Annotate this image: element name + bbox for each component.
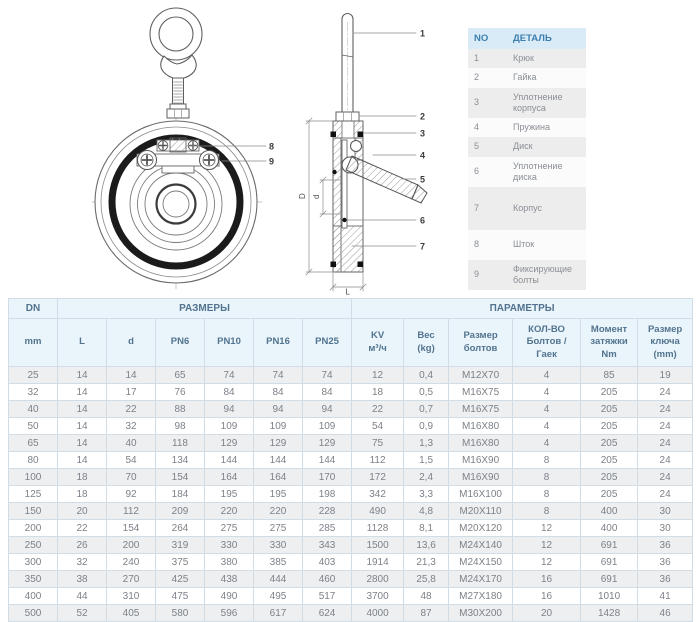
header-sizes-group: РАЗМЕРЫ xyxy=(58,299,352,319)
table-cell: 330 xyxy=(205,537,254,554)
table-cell: 490 xyxy=(352,503,404,520)
parts-header-no: NO xyxy=(468,28,507,49)
table-cell: 4 xyxy=(513,367,581,384)
table-cell: 475 xyxy=(156,588,205,605)
part-number: 2 xyxy=(474,72,480,83)
part-row xyxy=(468,157,586,188)
table-cell: 170 xyxy=(303,469,352,486)
table-cell: 4 xyxy=(513,384,581,401)
table-cell: 76 xyxy=(156,384,205,401)
part-name: Уплотнение диска xyxy=(513,160,563,182)
table-cell: 624 xyxy=(303,605,352,622)
table-cell: 150 xyxy=(9,503,58,520)
table-cell: 1010 xyxy=(581,588,638,605)
part-name: Диск xyxy=(513,141,533,152)
table-cell: 330 xyxy=(254,537,303,554)
table-cell: 319 xyxy=(156,537,205,554)
table-cell: 14 xyxy=(58,401,107,418)
callout-8: 8 xyxy=(269,141,275,152)
stem-screw-right xyxy=(188,141,198,151)
table-cell: 144 xyxy=(303,452,352,469)
column-header: КОЛ-ВО Болтов / Гаек xyxy=(513,319,581,367)
part-number: 6 xyxy=(474,166,480,177)
table-cell: 425 xyxy=(156,571,205,588)
valve-technical-drawing xyxy=(0,0,460,295)
column-header: Размер болтов xyxy=(449,319,513,367)
table-cell: 460 xyxy=(303,571,352,588)
callout-3: 3 xyxy=(420,128,426,139)
table-cell: 195 xyxy=(254,486,303,503)
stem-screw-left xyxy=(158,141,168,151)
table-cell: 380 xyxy=(205,554,254,571)
table-cell: 200 xyxy=(9,520,58,537)
table-cell: 517 xyxy=(303,588,352,605)
table-row xyxy=(9,554,693,571)
table-row xyxy=(9,537,693,554)
table-cell: 109 xyxy=(303,418,352,435)
table-cell: 14 xyxy=(58,418,107,435)
table-cell: 48 xyxy=(404,588,449,605)
table-cell: 14 xyxy=(58,367,107,384)
table-row xyxy=(9,520,693,537)
table-cell: 24 xyxy=(638,452,693,469)
table-cell: 343 xyxy=(303,537,352,554)
fixing-bolt-right xyxy=(200,151,219,170)
table-cell: 24 xyxy=(638,384,693,401)
table-cell: 405 xyxy=(107,605,156,622)
table-cell: 36 xyxy=(638,554,693,571)
table-cell: 19 xyxy=(638,367,693,384)
table-cell: 264 xyxy=(156,520,205,537)
part-name: Фиксирующие болты xyxy=(513,263,573,285)
header-params-group: ПАРАМЕТРЫ xyxy=(352,299,693,319)
table-cell: 50 xyxy=(9,418,58,435)
table-cell: 14 xyxy=(107,367,156,384)
callout-5: 5 xyxy=(420,174,426,185)
table-cell: 21,3 xyxy=(404,554,449,571)
part-row xyxy=(468,187,586,230)
table-cell: 375 xyxy=(156,554,205,571)
table-cell: 1128 xyxy=(352,520,404,537)
parts-list-table xyxy=(468,28,586,290)
table-cell: 8 xyxy=(513,452,581,469)
table-row xyxy=(9,418,693,435)
table-cell: 52 xyxy=(58,605,107,622)
table-row xyxy=(9,571,693,588)
callout-7: 7 xyxy=(420,241,426,252)
table-cell: 13,6 xyxy=(404,537,449,554)
dim-label-L: L xyxy=(345,287,350,295)
table-cell: 198 xyxy=(303,486,352,503)
table-cell: 84 xyxy=(254,384,303,401)
table-cell: 129 xyxy=(303,435,352,452)
table-cell: 275 xyxy=(205,520,254,537)
table-cell: 240 xyxy=(107,554,156,571)
table-cell: 24 xyxy=(638,435,693,452)
table-cell: 18 xyxy=(352,384,404,401)
table-cell: 94 xyxy=(303,401,352,418)
part-name: Уплотнение корпуса xyxy=(513,91,563,113)
side-view xyxy=(298,14,427,296)
table-cell: M24X170 xyxy=(449,571,513,588)
table-cell: 24 xyxy=(638,401,693,418)
part-number: 9 xyxy=(474,269,480,280)
table-cell: 144 xyxy=(254,452,303,469)
table-cell: 1500 xyxy=(352,537,404,554)
table-cell: 74 xyxy=(254,367,303,384)
table-cell: 342 xyxy=(352,486,404,503)
header-dn: DN xyxy=(9,299,58,319)
table-cell: 500 xyxy=(9,605,58,622)
table-cell: 38 xyxy=(58,571,107,588)
table-cell: 22 xyxy=(107,401,156,418)
table-cell: 25,8 xyxy=(404,571,449,588)
table-cell: 94 xyxy=(205,401,254,418)
table-cell: 109 xyxy=(205,418,254,435)
table-cell: 65 xyxy=(156,367,205,384)
table-cell: M24X140 xyxy=(449,537,513,554)
rod-bore xyxy=(342,121,354,138)
table-cell: 75 xyxy=(352,435,404,452)
table-cell: 22 xyxy=(58,520,107,537)
column-header: d xyxy=(107,319,156,367)
table-cell: 16 xyxy=(513,571,581,588)
table-cell: 24 xyxy=(638,486,693,503)
table-cell: 1914 xyxy=(352,554,404,571)
table-cell: 691 xyxy=(581,537,638,554)
table-cell: 350 xyxy=(9,571,58,588)
table-cell: 54 xyxy=(107,452,156,469)
part-number: 3 xyxy=(474,97,480,108)
table-cell: 228 xyxy=(303,503,352,520)
table-row xyxy=(9,605,693,622)
table-cell: 4 xyxy=(513,418,581,435)
table-cell: 209 xyxy=(156,503,205,520)
part-row xyxy=(468,137,586,156)
dim-label-d: d xyxy=(312,194,321,199)
table-cell: 100 xyxy=(9,469,58,486)
table-cell: 74 xyxy=(303,367,352,384)
table-cell: M16X90 xyxy=(449,469,513,486)
table-cell: 0,7 xyxy=(404,401,449,418)
seal-top-left xyxy=(331,132,337,138)
table-cell: 1,3 xyxy=(404,435,449,452)
table-row xyxy=(9,486,693,503)
table-cell: 403 xyxy=(303,554,352,571)
part-row xyxy=(468,118,586,137)
table-cell: 0,5 xyxy=(404,384,449,401)
table-row xyxy=(9,469,693,486)
table-cell: M27X180 xyxy=(449,588,513,605)
hook-eye-inner xyxy=(159,17,193,51)
callout-6: 6 xyxy=(420,215,426,226)
table-cell: 285 xyxy=(303,520,352,537)
table-cell: 270 xyxy=(107,571,156,588)
table-cell: M16X90 xyxy=(449,452,513,469)
table-cell: M16X75 xyxy=(449,384,513,401)
table-cell: 1,5 xyxy=(404,452,449,469)
table-cell: M24X150 xyxy=(449,554,513,571)
table-cell: 205 xyxy=(581,469,638,486)
table-cell: 14 xyxy=(58,452,107,469)
table-cell: 30 xyxy=(638,520,693,537)
table-cell: 98 xyxy=(156,418,205,435)
table-cell: 144 xyxy=(205,452,254,469)
table-cell: M20X110 xyxy=(449,503,513,520)
table-cell: 154 xyxy=(156,469,205,486)
table-cell: 44 xyxy=(58,588,107,605)
table-cell: 65 xyxy=(9,435,58,452)
disc-plate xyxy=(342,140,347,228)
table-cell: 87 xyxy=(404,605,449,622)
table-cell: 94 xyxy=(254,401,303,418)
table-cell: 14 xyxy=(58,435,107,452)
part-row xyxy=(468,230,586,259)
table-cell: 125 xyxy=(9,486,58,503)
table-cell: 164 xyxy=(205,469,254,486)
table-cell: 444 xyxy=(254,571,303,588)
table-cell: 490 xyxy=(205,588,254,605)
table-cell: 400 xyxy=(9,588,58,605)
table-row xyxy=(9,435,693,452)
shank-nut xyxy=(167,109,189,118)
table-cell: M20X120 xyxy=(449,520,513,537)
part-number: 4 xyxy=(474,122,480,132)
callout-4: 4 xyxy=(420,150,426,161)
table-cell: 18 xyxy=(58,469,107,486)
column-header: PN6 xyxy=(156,319,205,367)
table-cell: 32 xyxy=(58,554,107,571)
table-cell: 0,4 xyxy=(404,367,449,384)
callout-2: 2 xyxy=(420,111,426,122)
table-cell: 20 xyxy=(513,605,581,622)
table-cell: 40 xyxy=(9,401,58,418)
table-cell: 3700 xyxy=(352,588,404,605)
table-row xyxy=(9,503,693,520)
table-cell: 250 xyxy=(9,537,58,554)
column-header: Момент затяжки Nm xyxy=(581,319,638,367)
table-cell: 200 xyxy=(107,537,156,554)
table-cell: 691 xyxy=(581,554,638,571)
front-view xyxy=(92,8,274,289)
table-cell: 36 xyxy=(638,537,693,554)
table-cell: 74 xyxy=(205,367,254,384)
table-row xyxy=(9,367,693,384)
main-group-header-row xyxy=(9,299,693,319)
table-cell: 25 xyxy=(9,367,58,384)
table-cell: 112 xyxy=(352,452,404,469)
table-cell: 12 xyxy=(352,367,404,384)
table-cell: 22 xyxy=(352,401,404,418)
table-cell: 3,3 xyxy=(404,486,449,503)
table-row xyxy=(9,452,693,469)
table-cell: 41 xyxy=(638,588,693,605)
main-column-header-row xyxy=(9,319,693,367)
table-cell: 129 xyxy=(205,435,254,452)
table-cell: 4 xyxy=(513,435,581,452)
table-row xyxy=(9,588,693,605)
table-cell: 205 xyxy=(581,401,638,418)
table-cell: 20 xyxy=(58,503,107,520)
parts-header-row xyxy=(468,28,586,49)
table-cell: 12 xyxy=(513,554,581,571)
table-cell: 4000 xyxy=(352,605,404,622)
table-cell: 4 xyxy=(513,401,581,418)
table-cell: 205 xyxy=(581,384,638,401)
spring-hinge xyxy=(351,141,362,152)
table-cell: 32 xyxy=(9,384,58,401)
disc-seal-dot-1 xyxy=(332,170,336,174)
table-cell: 70 xyxy=(107,469,156,486)
table-cell: 109 xyxy=(254,418,303,435)
center-hub-outer xyxy=(157,185,196,224)
table-cell: 205 xyxy=(581,486,638,503)
table-cell: 2,4 xyxy=(404,469,449,486)
column-header: mm xyxy=(9,319,58,367)
table-cell: 438 xyxy=(205,571,254,588)
column-header: Размер ключа (mm) xyxy=(638,319,693,367)
table-cell: 12 xyxy=(513,520,581,537)
table-cell: 18 xyxy=(58,486,107,503)
table-cell: 172 xyxy=(352,469,404,486)
table-cell: 17 xyxy=(107,384,156,401)
table-cell: 46 xyxy=(638,605,693,622)
table-cell: 617 xyxy=(254,605,303,622)
table-cell: 8 xyxy=(513,486,581,503)
table-cell: 154 xyxy=(107,520,156,537)
column-header: KV м³/ч xyxy=(352,319,404,367)
table-cell: 8,1 xyxy=(404,520,449,537)
table-cell: 691 xyxy=(581,571,638,588)
part-row xyxy=(468,68,586,87)
part-number: 8 xyxy=(474,239,480,250)
table-cell: 205 xyxy=(581,435,638,452)
table-cell: 4,8 xyxy=(404,503,449,520)
table-cell: 164 xyxy=(254,469,303,486)
disc-seal-dot-2 xyxy=(342,218,346,222)
table-cell: 220 xyxy=(254,503,303,520)
table-cell: 205 xyxy=(581,452,638,469)
column-header: Вес (kg) xyxy=(404,319,449,367)
part-row xyxy=(468,49,586,68)
table-cell: 112 xyxy=(107,503,156,520)
column-header: PN16 xyxy=(254,319,303,367)
table-cell: 40 xyxy=(107,435,156,452)
shank-collar xyxy=(170,104,186,109)
table-row xyxy=(9,401,693,418)
table-cell: 32 xyxy=(107,418,156,435)
part-number: 7 xyxy=(474,203,480,213)
table-cell: 129 xyxy=(254,435,303,452)
table-cell: 195 xyxy=(205,486,254,503)
table-cell: 184 xyxy=(156,486,205,503)
part-name: Пружина xyxy=(513,122,550,132)
table-cell: 85 xyxy=(581,367,638,384)
table-cell: 2800 xyxy=(352,571,404,588)
table-cell: 92 xyxy=(107,486,156,503)
column-header: PN10 xyxy=(205,319,254,367)
part-name: Корпус xyxy=(513,203,543,213)
table-cell: 300 xyxy=(9,554,58,571)
table-cell: 84 xyxy=(303,384,352,401)
fixing-bolt-left xyxy=(138,151,157,170)
table-cell: 54 xyxy=(352,418,404,435)
table-cell: 16 xyxy=(513,588,581,605)
part-row xyxy=(468,260,586,291)
parts-header-detail: ДЕТАЛЬ xyxy=(507,28,586,49)
callout-1: 1 xyxy=(420,28,426,39)
seal-top-right xyxy=(358,132,364,138)
column-header: PN25 xyxy=(303,319,352,367)
table-cell: 596 xyxy=(205,605,254,622)
table-cell: 580 xyxy=(156,605,205,622)
stem-block xyxy=(170,138,186,152)
table-cell: M12X70 xyxy=(449,367,513,384)
table-cell: 385 xyxy=(254,554,303,571)
part-name: Шток xyxy=(513,239,535,250)
table-cell: M16X100 xyxy=(449,486,513,503)
table-cell: 8 xyxy=(513,469,581,486)
table-cell: 220 xyxy=(205,503,254,520)
table-cell: 24 xyxy=(638,418,693,435)
dim-label-D: D xyxy=(298,193,307,199)
part-name: Гайка xyxy=(513,72,537,83)
table-cell: 80 xyxy=(9,452,58,469)
table-cell: 134 xyxy=(156,452,205,469)
table-cell: 12 xyxy=(513,537,581,554)
table-cell: 310 xyxy=(107,588,156,605)
table-cell: 88 xyxy=(156,401,205,418)
seal-bottom-right xyxy=(358,262,364,268)
part-row xyxy=(468,88,586,119)
callout-9: 9 xyxy=(269,156,275,167)
part-number: 1 xyxy=(474,53,480,63)
table-cell: M16X75 xyxy=(449,401,513,418)
part-number: 5 xyxy=(474,141,480,152)
open-disc-lever xyxy=(346,156,418,199)
seal-bottom-left xyxy=(331,262,337,268)
table-cell: 84 xyxy=(205,384,254,401)
table-cell: 400 xyxy=(581,520,638,537)
table-cell: 400 xyxy=(581,503,638,520)
table-cell: 205 xyxy=(581,418,638,435)
column-header: L xyxy=(58,319,107,367)
table-cell: 0,9 xyxy=(404,418,449,435)
table-cell: 36 xyxy=(638,571,693,588)
disc-top-step xyxy=(162,166,194,173)
part-name: Крюк xyxy=(513,53,534,63)
table-cell: 26 xyxy=(58,537,107,554)
table-cell: 118 xyxy=(156,435,205,452)
table-cell: 14 xyxy=(58,384,107,401)
table-cell: 275 xyxy=(254,520,303,537)
table-cell: M16X80 xyxy=(449,418,513,435)
table-cell: 30 xyxy=(638,503,693,520)
table-cell: 24 xyxy=(638,469,693,486)
table-row xyxy=(9,384,693,401)
nut-section xyxy=(336,112,359,121)
dimensions-parameters-table xyxy=(8,298,693,622)
table-cell: 1428 xyxy=(581,605,638,622)
table-cell: 495 xyxy=(254,588,303,605)
table-cell: M16X80 xyxy=(449,435,513,452)
table-cell: 8 xyxy=(513,503,581,520)
table-cell: M30X200 xyxy=(449,605,513,622)
